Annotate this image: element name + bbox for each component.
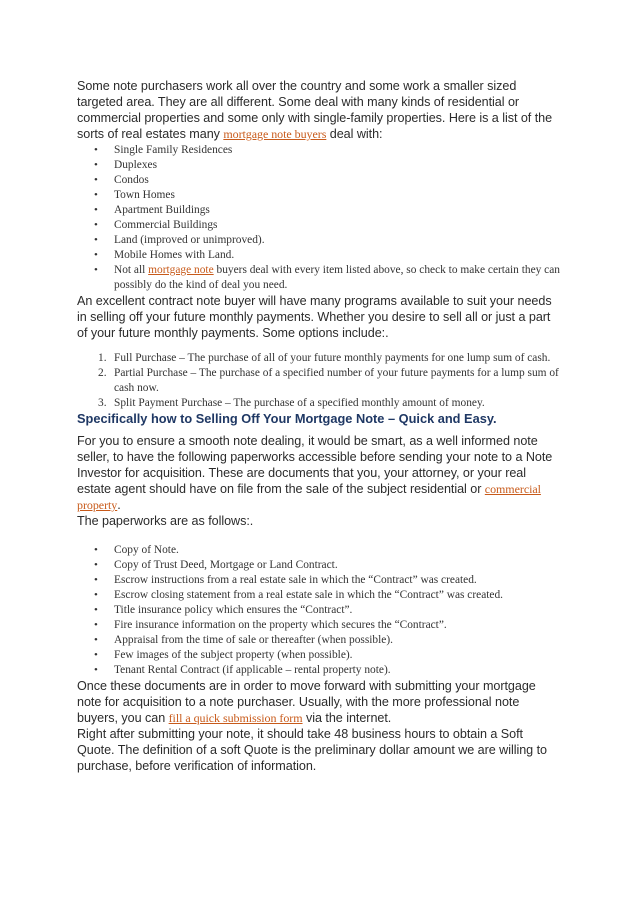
list-item: • Appraisal from the time of sale or thereafter (when possible). bbox=[114, 633, 562, 648]
list-item: • Mobile Homes with Land. bbox=[114, 248, 562, 263]
purchase-options-list bbox=[77, 351, 562, 411]
commercial-property-link[interactable]: commercial property bbox=[77, 482, 541, 512]
list-item: • Single Family Residences bbox=[114, 143, 562, 158]
list-item: • Fire insurance information on the property which secures the “Contract”. bbox=[114, 618, 562, 633]
submission-form-link[interactable]: fill a quick submission form bbox=[168, 711, 303, 725]
list-item: 1. Full Purchase – The purchase of all of your future monthly payments for one lump sum of cash. bbox=[98, 352, 551, 364]
documents-list bbox=[77, 543, 562, 678]
list-item: • Apartment Buildings bbox=[114, 203, 562, 218]
list-item: • Condos bbox=[114, 173, 562, 188]
document-body bbox=[77, 78, 562, 774]
intro-paragraph: Some note purchasers work all over the country and some work a smaller sized targeted area. They are all different. Some deal with many kinds of residential or commercial properties and some only with single-family properties. Here is a list of the sorts of real estates many mortgage note buyers deal with: bbox=[77, 79, 553, 141]
seller-paragraph: For you to ensure a smooth note dealing, it would be smart, as a well informed note seller, to have the following paperworks accessible before sending your note to a Note Investor for acquisition. These are documents that you, your attorney, or your real estate agent should have on file from the sale of the subject residential or commercial property. bbox=[77, 434, 553, 512]
submit-paragraph: Once these documents are in order to move forward with submitting your mortgage note for acquisition to a note purchaser. Usually, with the more professional note buyers, you can fill a quick submission form via the internet. bbox=[77, 679, 536, 725]
list-item: • Copy of Note. bbox=[114, 543, 562, 558]
list-item: 2. Partial Purchase – The purchase of a specified number of your future payments for a lump sum of cash now. bbox=[98, 367, 559, 394]
list-item: • Few images of the subject property (when possible). bbox=[114, 648, 562, 663]
property-types-list bbox=[77, 143, 562, 293]
mortgage-note-buyers-link[interactable]: mortgage note buyers bbox=[223, 127, 327, 141]
list-item: 3. Split Payment Purchase – The purchase of a specified monthly amount of money. bbox=[98, 397, 485, 409]
list-item: • Commercial Buildings bbox=[114, 218, 562, 233]
section-heading: Specifically how to Selling Off Your Mortgage Note – Quick and Easy. bbox=[77, 411, 497, 426]
list-item: • Town Homes bbox=[114, 188, 562, 203]
list-item: • Escrow instructions from a real estate sale in which the “Contract” was created. bbox=[114, 573, 562, 588]
final-paragraph: Right after submitting your note, it should take 48 business hours to obtain a Soft Quote. The definition of a soft Quote is the preliminary dollar amount we are willing to purchase, before verification of information. bbox=[77, 727, 547, 773]
paperworks-intro: The paperworks are as follows:. bbox=[77, 514, 254, 528]
mortgage-note-link[interactable]: mortgage note bbox=[148, 264, 214, 276]
list-item: • Not all mortgage note buyers deal with every item listed above, so check to make certain they can possibly do the kind of deal you need. bbox=[114, 263, 562, 293]
contract-paragraph: An excellent contract note buyer will have many programs available to suit your needs in selling off your future monthly payments. Whether you desire to sell all or just a part of your future monthly payments. Some options include:. bbox=[77, 294, 552, 340]
list-item: • Tenant Rental Contract (if applicable – rental property note). bbox=[114, 663, 562, 678]
list-item: • Duplexes bbox=[114, 158, 562, 173]
list-item: • Title insurance policy which ensures the “Contract”. bbox=[114, 603, 562, 618]
list-item: • Copy of Trust Deed, Mortgage or Land Contract. bbox=[114, 558, 562, 573]
list-item: • Land (improved or unimproved). bbox=[114, 233, 562, 248]
list-item: • Escrow closing statement from a real estate sale in which the “Contract” was created. bbox=[114, 588, 562, 603]
